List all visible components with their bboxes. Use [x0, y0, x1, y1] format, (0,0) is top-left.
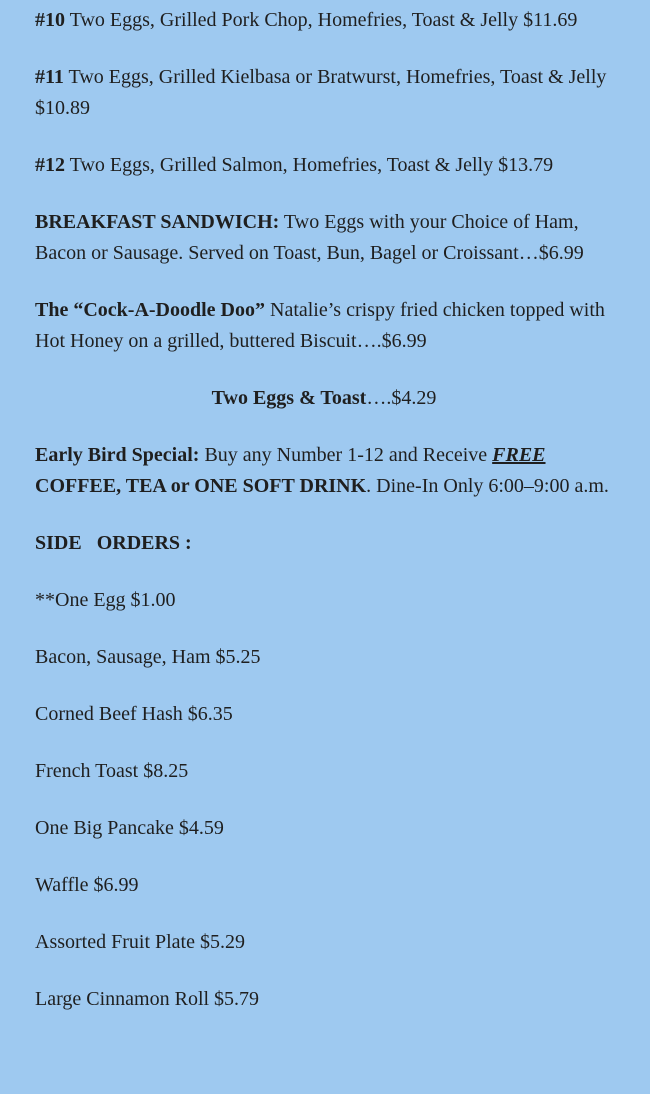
menu-item-11 [35, 62, 613, 124]
item-price: ….$4.29 [366, 387, 437, 409]
side-item: Assorted Fruit Plate $5.29 [35, 931, 245, 953]
item-number: #11 [35, 66, 64, 88]
menu-item-10 [35, 5, 613, 36]
side-item: Waffle $6.99 [35, 874, 139, 896]
item-description: Two Eggs, Grilled Salmon, Homefries, Toast & Jelly $13.79 [65, 154, 554, 176]
item-name: Two Eggs & Toast [211, 387, 367, 409]
early-bird-special [35, 440, 613, 502]
item-name: BREAKFAST SANDWICH: [35, 211, 280, 233]
special-hours: . Dine-In Only 6:00–9:00 a.m. [366, 475, 609, 497]
item-description: Two Eggs, Grilled Pork Chop, Homefries, Toast & Jelly $11.69 [65, 9, 578, 31]
breakfast-sandwich [35, 207, 613, 269]
side-item: One Big Pancake $4.59 [35, 817, 224, 839]
item-number: #12 [35, 154, 65, 176]
side-item: Corned Beef Hash $6.35 [35, 703, 233, 725]
item-description: Natalie’s crispy fried chicken topped with Hot Honey on a grilled, buttered Biscuit….$6.99 [35, 299, 605, 352]
side-item: **One Egg $1.00 [35, 589, 176, 611]
free-drinks: COFFEE, TEA or ONE SOFT DRINK [35, 475, 367, 497]
side-orders-heading: SIDE ORDERS : [35, 532, 192, 554]
item-name: The “Cock-A-Doodle Doo” [35, 299, 265, 321]
menu-item-12 [35, 150, 613, 181]
free-label: FREE [492, 444, 546, 466]
item-number: #10 [35, 9, 65, 31]
side-item: Bacon, Sausage, Ham $5.25 [35, 646, 261, 668]
special-text: Buy any Number 1-12 and Receive [199, 444, 493, 466]
special-label: Early Bird Special: [35, 444, 200, 466]
side-item: French Toast $8.25 [35, 760, 189, 782]
two-eggs-toast [35, 383, 613, 414]
item-description: Two Eggs, Grilled Kielbasa or Bratwurst, Homefries, Toast & Jelly $10.89 [35, 66, 607, 119]
menu-content [35, 5, 613, 1041]
side-item: Large Cinnamon Roll $5.79 [35, 988, 260, 1010]
item-description: Two Eggs with your Choice of Ham, Bacon or Sausage. Served on Toast, Bun, Bagel or Croissant…$6.99 [35, 211, 584, 264]
cock-a-doodle-doo [35, 295, 613, 357]
